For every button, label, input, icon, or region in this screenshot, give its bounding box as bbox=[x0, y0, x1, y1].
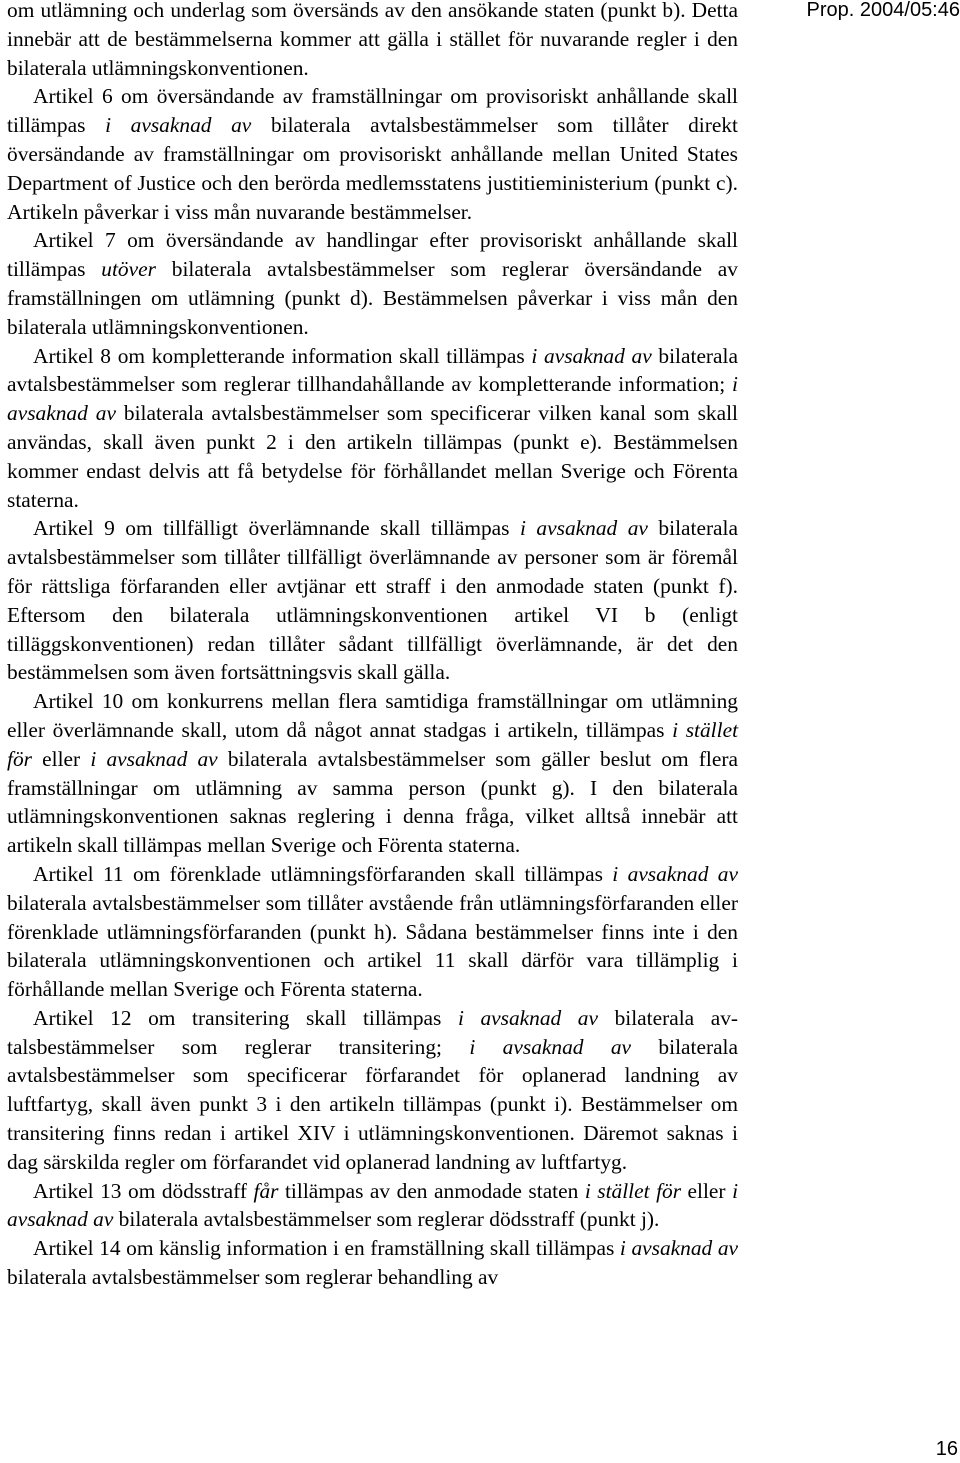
paragraph bbox=[7, 1004, 738, 1177]
text-run: Artikel 7 om översändande av handlingar efter provisoriskt anhållande skall tillämpas bbox=[7, 228, 738, 282]
text-run: bilaterala avtalsbestämmelser som specificerar förfarandet för oplanerad landning av luftfartyg, skall även punkt 3 i den artikeln tillämpas (punkt i). Bestämmelser om transitering finns redan i artikel XIV i utlämningskonventionen. Däremot saknas i dag särskilda regler om förfarandet vid oplanerad landning av luftfartyg. bbox=[7, 1034, 738, 1174]
italic-text-run: i stället för bbox=[7, 717, 739, 771]
text-run: Artikel 6 om översändande av framställningar om provisoriskt anhållande skall tillämpas bbox=[7, 84, 738, 138]
paragraph bbox=[7, 514, 738, 687]
italic-text-run: i avsaknad av bbox=[619, 1236, 739, 1261]
text-run: Artikel 8 om kompletterande information skall tillämpas bbox=[33, 343, 532, 368]
italic-text-run: i avsaknad av bbox=[457, 1005, 598, 1030]
paragraph bbox=[7, 342, 738, 515]
text-run: bilaterala avtalsbestämmelser som tillåter direkt översändande av framställningar om provisoriskt anhållande mellan United States Department of Justice och den berörda medlemsstatens justitieministerium (punkt c). Artikeln påverkar i viss mån nuvarande bestämmelser. bbox=[7, 113, 738, 224]
text-run: Artikel 12 om transitering skall tillämpas bbox=[33, 1005, 458, 1030]
text-run: Artikel 10 om konkurrens mellan flera samtidiga framställningar om utlämning eller överlämnande skall, utom då något annat stadgas i artikeln, tillämpas bbox=[7, 689, 738, 742]
text-run: bilaterala avtalsbestämmelser som reglerar transitering; bbox=[7, 1005, 739, 1059]
italic-text-run: i avsaknad av bbox=[469, 1034, 632, 1059]
paragraph bbox=[7, 860, 738, 1004]
text-run: bilaterala avtalsbestämmelser som reglerar översändande av framställningen om utlämning (punkt d). Bestämmelsen påverkar i viss mån den bilaterala utlämningskonventionen. bbox=[7, 257, 738, 339]
text-run: tillämpas av den anmodade staten bbox=[278, 1178, 585, 1203]
text-run: om utlämning och underlag som översänds av den ansökande staten (punkt b). Detta innebär att de bestämmelserna kommer att gälla i stället för nuvarande regler i den bilaterala utlämningskonventionen. bbox=[7, 0, 738, 80]
paragraph bbox=[7, 82, 738, 226]
document-reference: Prop. 2004/05:46 bbox=[806, 0, 960, 21]
text-run: bilaterala avtalsbestämmelser som reglerar tillhandahållande av kompletterande information; bbox=[7, 343, 738, 397]
italic-text-run: utöver bbox=[101, 257, 156, 282]
text-run: Artikel 11 om förenklade utlämningsförfaranden skall tillämpas bbox=[33, 861, 613, 886]
paragraph bbox=[7, 226, 738, 341]
paragraph bbox=[7, 1177, 738, 1235]
italic-text-run: i avsaknad av bbox=[90, 746, 218, 771]
paragraph bbox=[7, 1234, 738, 1292]
text-run: Artikel 14 om känslig information i en framställning skall tillämpas bbox=[33, 1236, 620, 1261]
italic-text-run: får bbox=[253, 1178, 279, 1203]
text-run: bilaterala avtalsbestämmelser som gäller beslut om flera framställningar om utlämning av samma person (punkt g). I den bilaterala utlämningskonventionen saknas reglering i denna fråga, vilket alltså innebär att artikeln skall tillämpas mellan Sverige och Förenta staterna. bbox=[7, 746, 738, 858]
italic-text-run: i avsaknad av bbox=[612, 861, 738, 886]
italic-text-run: i avsaknad av bbox=[7, 372, 738, 426]
text-run: eller bbox=[681, 1178, 733, 1203]
page-number: 16 bbox=[935, 1438, 958, 1460]
text-run: bilaterala avtalsbestämmelser som reglerar behandling av bbox=[7, 1265, 499, 1290]
text-run: bilaterala avtalsbestämmelser som specificerar vilken kanal som skall användas, skall även punkt 2 i den artikeln tillämpas (punkt e). Bestämmelsen kommer endast delvis att få betydelse för förhållandet mellan Sverige och Förenta staterna. bbox=[7, 401, 738, 512]
paragraph bbox=[7, 687, 738, 860]
text-run: bilaterala avtalsbestämmelser som tillåter avstående från utlämningsförfaranden eller förenklade utlämningsförfaranden (punkt h). Sådana bestämmelser finns inte i den bilaterala utlämningskonventionen och artikel 11 skall därför vara tillämplig i förhållande mellan Sverige och Förenta staterna. bbox=[7, 890, 738, 1002]
italic-text-run: i avsaknad av bbox=[531, 343, 652, 368]
italic-text-run: i avsaknad av bbox=[519, 516, 648, 541]
text-run: bilaterala avtalsbestämmelser som reglerar dödsstraff (punkt j). bbox=[113, 1207, 660, 1232]
text-run: Artikel 9 om tillfälligt överlämnande skall tillämpas bbox=[33, 516, 520, 541]
text-run: Artikel 13 om dödsstraff bbox=[33, 1178, 254, 1203]
italic-text-run: i stället för bbox=[584, 1178, 682, 1203]
text-run: eller bbox=[31, 746, 91, 771]
text-run: bilaterala avtalsbestämmelser som tillåter tillfälligt överlämnande av personer som är föremål för rättsliga förfaranden eller avtjänar ett straff i den anmodade staten (punkt f). Eftersom den bilaterala utlämningskonventionen artikel VI b (enligt tilläggskonventionen) redan tillåter sådant tillfälligt överlämnande, är det den bestämmelsen som även fortsättningsvis skall gälla. bbox=[7, 516, 738, 685]
italic-text-run: i avsaknad av bbox=[7, 1178, 739, 1232]
italic-text-run: i avsaknad av bbox=[105, 113, 252, 138]
body-text bbox=[7, 0, 738, 1292]
paragraph bbox=[7, 0, 738, 82]
